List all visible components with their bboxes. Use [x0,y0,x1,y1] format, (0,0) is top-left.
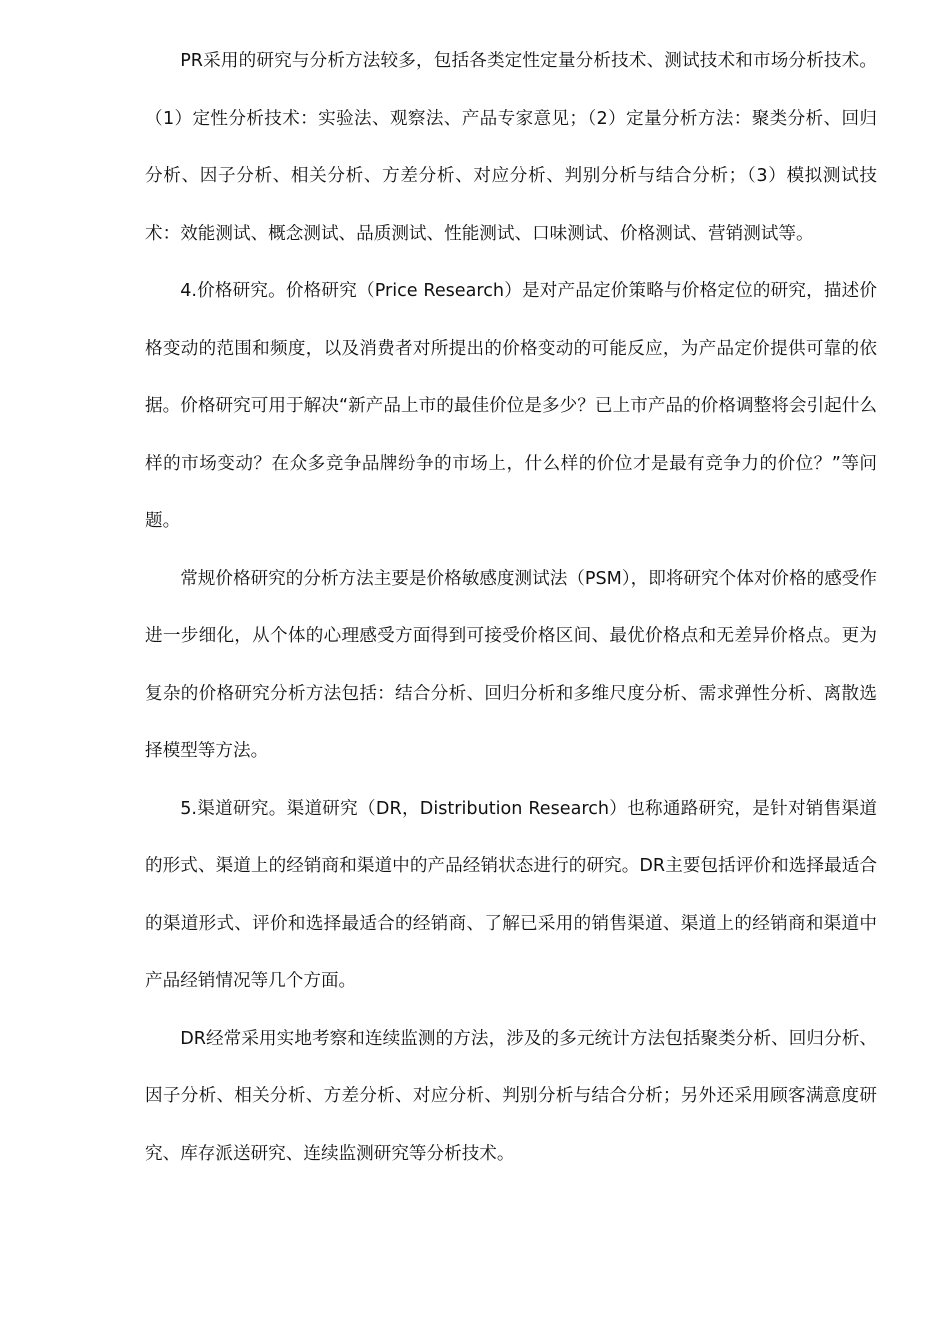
paragraph-price-research: 4.价格研究。价格研究（Price Research）是对产品定价策略与价格定位的研究，描述价格变动的范围和频度，以及消费者对所提出的价格变动的可能反应，为产品定价提供可靠的依据。价格研究可用于解决“新产品上市的最佳价位是多少？已上市产品的价格调整将会引起什么样的市场变动？在众多竞争品牌纷争的市场上，什么样的价位才是最有竞争力的价位？”等问题。 [145,281,877,531]
paragraph-price-methods: 常规价格研究的分析方法主要是价格敏感度测试法（PSM），即将研究个体对价格的感受作进一步细化，从个体的心理感受方面得到可接受价格区间、最优价格点和无差异价格点。更为复杂的价格研究分析方法包括：结合分析、回归分析和多维尺度分析、需求弹性分析、离散选择模型等方法。 [145,568,877,761]
paragraph-dr-methods: DR经常采用实地考察和连续监测的方法，涉及的多元统计方法包括聚类分析、回归分析、因子分析、相关分析、方差分析、对应分析、判别分析与结合分析；另外还采用顾客满意度研究、库存派送研究、连续监测研究等分析技术。 [145,1028,877,1164]
document-body [145,33,877,1183]
paragraph-distribution-research: 5.渠道研究。渠道研究（DR，Distribution Research）也称通路研究，是针对销售渠道的形式、渠道上的经销商和渠道中的产品经销状态进行的研究。DR主要包括评价和选择最适合的渠道形式、评价和选择最适合的经销商、了解已采用的销售渠道、渠道上的经销商和渠道中产品经销情况等几个方面。 [145,798,877,991]
paragraph-pr-methods: PR采用的研究与分析方法较多，包括各类定性定量分析技术、测试技术和市场分析技术。（1）定性分析技术：实验法、观察法、产品专家意见；（2）定量分析方法：聚类分析、回归分析、因子分析、相关分析、方差分析、对应分析、判别分析与结合分析；（3）模拟测试技术：效能测试、概念测试、品质测试、性能测试、口味测试、价格测试、营销测试等。 [145,51,877,244]
